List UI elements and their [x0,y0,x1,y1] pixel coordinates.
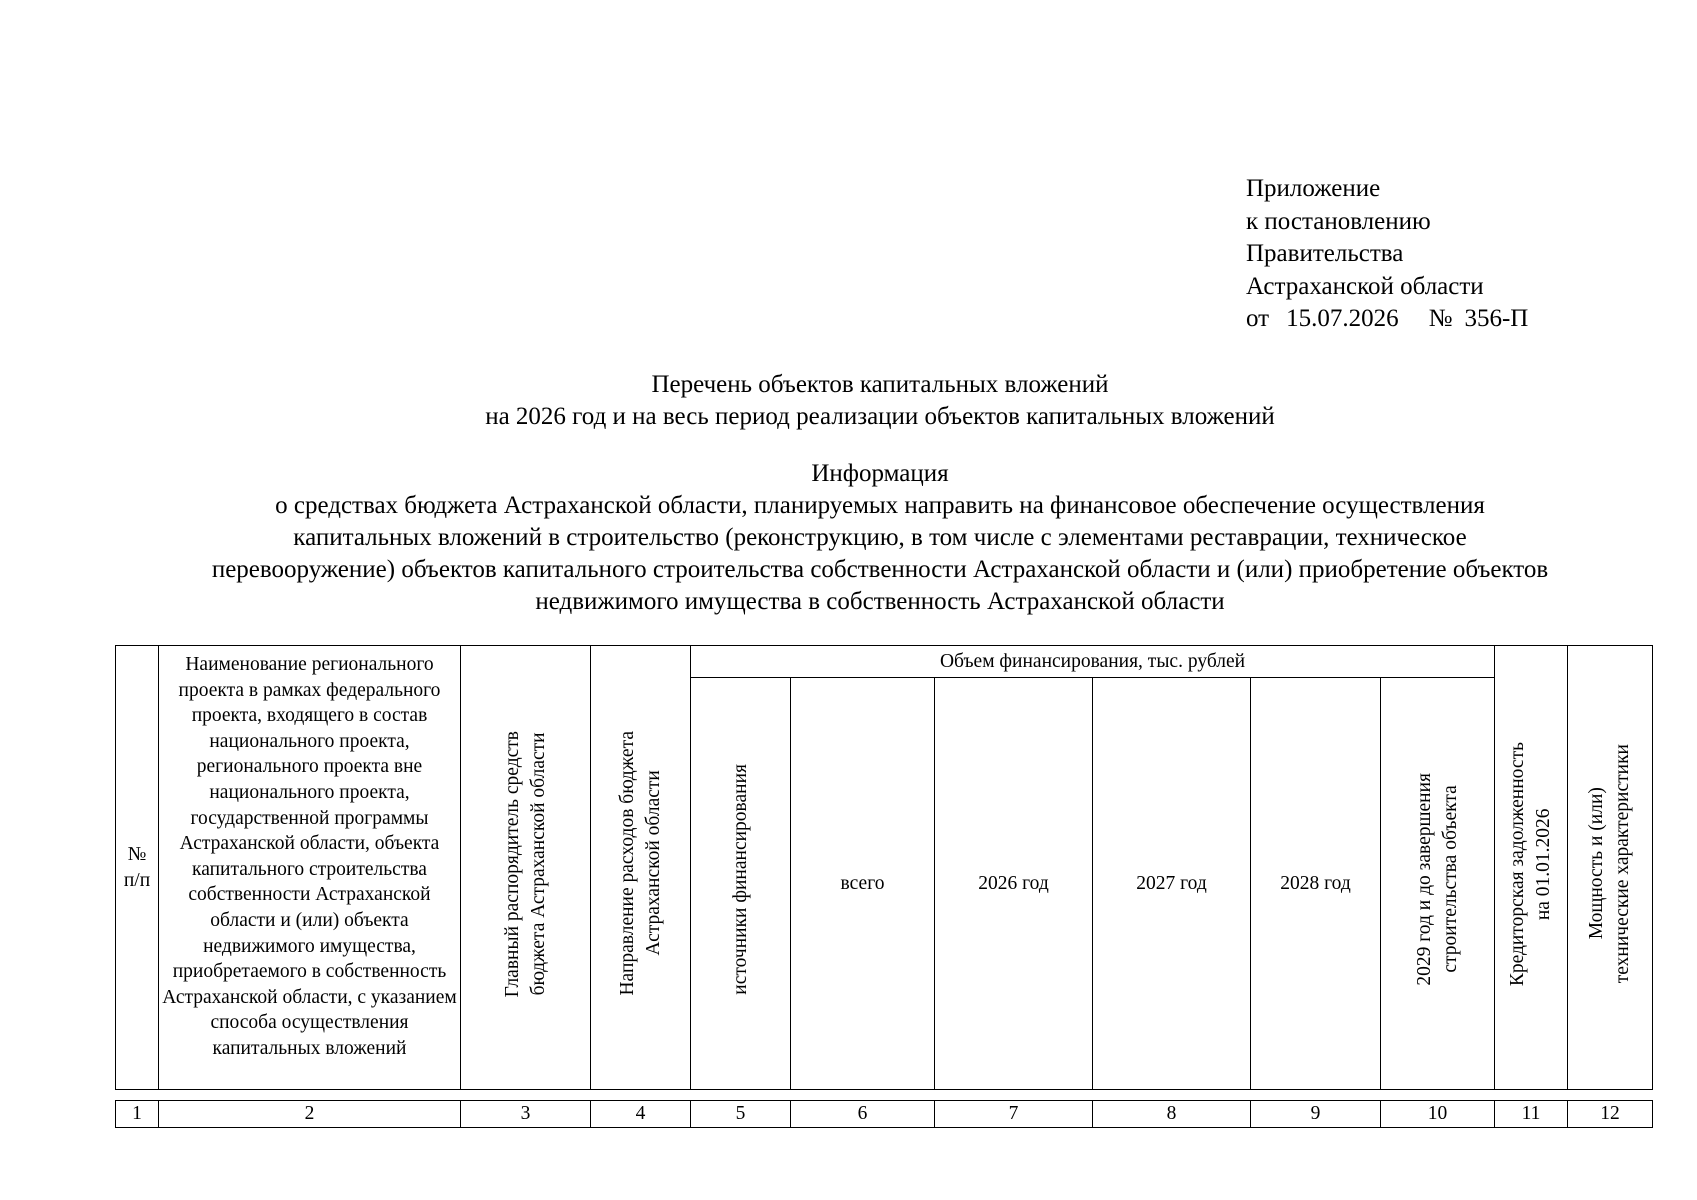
column-number: 7 [935,1101,1093,1128]
header-funding-sources: источники финансирования [691,678,791,1090]
appendix-line: Правительства [1246,240,1404,267]
column-number: 6 [791,1101,935,1128]
document-title [100,369,1660,433]
header-year-2028: 2028 год [1251,678,1381,1090]
appendix-line: к постановлению [1246,207,1431,235]
header-project-name: Наименование регионального проекта в рамках федерального проекта, входящего в состав национального проекта, регионального проекта вне национального проекта, государственной программы Астраханской области, объекта капитального строительства собственности Астраханской области и (или) объекта недвижимого имущества, приобретаемого в собственность Астраханской области, с указанием способа осуществления капитальных вложений [159,646,461,1090]
title-line: Перечень объектов капитальных вложений [651,371,1109,398]
header-chief-administrator: Главный распорядитель средств бюджета Астраханской области [461,646,591,1090]
info-block [100,458,1660,618]
header-funding-volume: Объем финансирования, тыс. рублей [691,646,1495,678]
header-accounts-payable: Кредиторская задолженность на 01.01.2026 [1495,646,1568,1090]
header-year-2026: 2026 год [935,678,1093,1090]
number-sign: № [1428,305,1453,332]
info-line: перевооружение) объектов капитального строительства собственности Астраханской области и (или) приобретение объектов [211,556,1549,583]
info-heading: Информация [811,460,949,487]
header-expense-direction: Направление расходов бюджета Астраханской области [591,646,691,1090]
capital-investments-table [115,645,1653,1090]
appendix-line: Астраханской области [1246,272,1484,300]
appendix-block [1246,173,1528,336]
column-number: 2 [159,1101,461,1128]
column-number: 3 [461,1101,591,1128]
decree-number: 356-П [1464,305,1529,332]
header-year-2027: 2027 год [1093,678,1251,1090]
column-number: 8 [1093,1101,1251,1128]
decree-date: 15.07.2026 [1286,305,1399,332]
header-year-2029-plus: 2029 год и до завершения строительства объекта [1381,678,1495,1090]
column-number: 11 [1495,1101,1568,1128]
header-capacity: Мощность и (или) технические характеристики [1568,646,1653,1090]
appendix-line: Приложение [1246,175,1381,202]
title-line: на 2026 год и на весь период реализации объектов капитальных вложений [485,403,1275,430]
column-number: 5 [691,1101,791,1128]
info-line: капитальных вложений в строительство (реконструкцию, в том числе с элементами реставрации, техническое [293,524,1467,551]
column-number: 4 [591,1101,691,1128]
from-label: от [1246,305,1270,332]
column-numbers-row [115,1100,1653,1128]
header-total: всего [791,678,935,1090]
column-number: 10 [1381,1101,1495,1128]
info-line: недвижимого имущества в собственность Астраханской области [535,588,1225,615]
column-number: 1 [116,1101,159,1128]
column-number: 12 [1568,1101,1653,1128]
appendix-date-line [1246,303,1528,336]
header-number: № п/п [116,646,159,1090]
info-line: о средствах бюджета Астраханской области, планируемых направить на финансовое обеспечение осуществления [275,492,1485,519]
column-number: 9 [1251,1101,1381,1128]
